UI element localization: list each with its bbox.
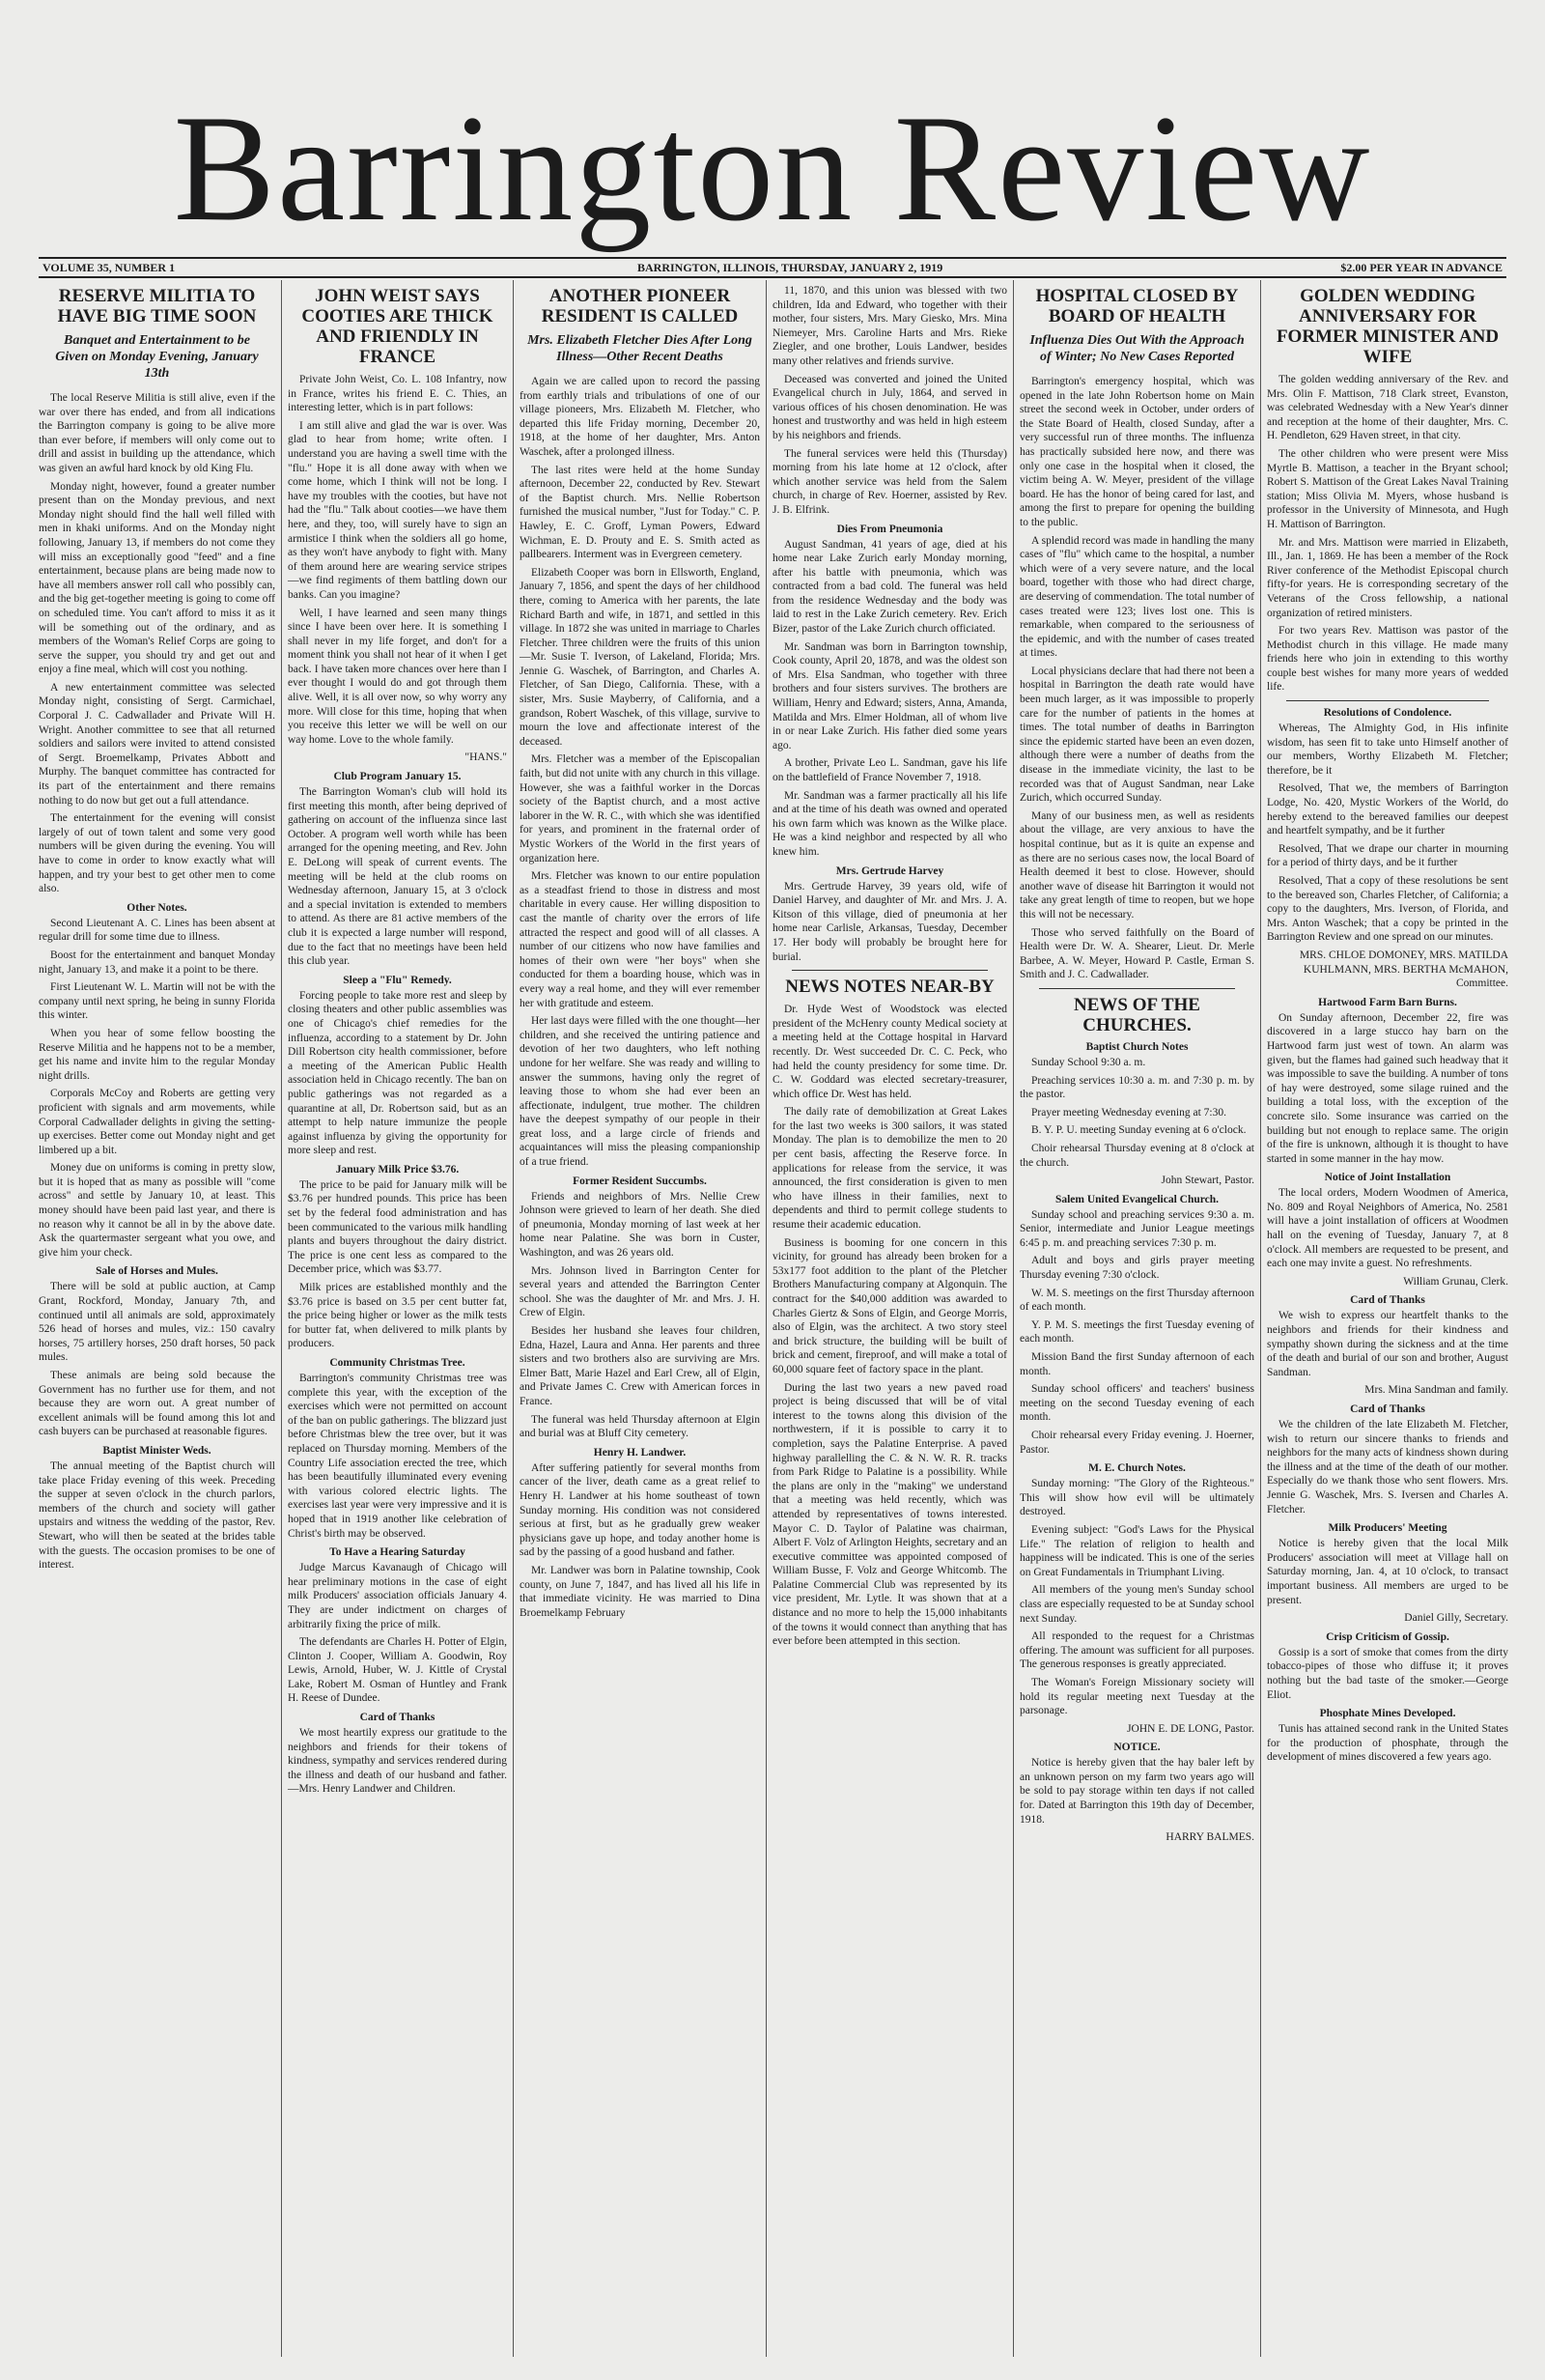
column-rule [792,970,988,971]
article-paragraph: HARRY BALMES. [1166,1831,1254,1844]
article-paragraph: A splendid record was made in handling the many cases of "flu" which came to the hospital, a number which were of a very severe nature, and the local board, together with those who had direct charge, are deserving of commendation. The total number of cases treated were 123; lives lost one. This is remarkable, when compared to the seriousness of the epidemic, and with the number of cases treated at times. [1020,534,1254,660]
section-heading: Sleep a "Flu" Remedy. [343,974,452,986]
section-heading: NOTICE. [1113,1742,1161,1754]
article-paragraph: Y. P. M. S. meetings the first Tuesday evening of each month. [1020,1318,1254,1346]
article-paragraph: Barrington's community Christmas tree was complete this year, with the exception of the exercises which were not permitted on account of the ban on public gatherings. The blizzard just before Christmas blew the tree over, but it was replaced on Thursday morning. Members of the Country Life association erected the tree, which has been beautifully illuminated every evening with various colored electric lights. The exercises last year were very impressive and it is hoped that in 1919 another like celebration of Christ's birth may be observed. [288,1373,507,1540]
article-paragraph: Local physicians declare that had there not been a hospital in Barrington the death rate would have been much larger, as it was impossible to properly care for the number of patients in the homes at times. The total number of deaths in Barrington since the epidemic started have been an even dozen, although there were a number of deaths from the disease in the immediate vicinity, the last to be recorded was that of August Sandman, near Lake Zurich, which occurred Sunday. [1020,665,1254,805]
article-paragraph: Mr. Sandman was a farmer practically all his life and at the time of his death was owned and operated his own farm which was known as the Wilke place. He was a kind neighbor and respected by all who knew him. [772,789,1007,858]
article-paragraph: William Grunau, Clerk. [1403,1275,1508,1288]
article-paragraph: Preaching services 10:30 a. m. and 7:30 p. m. by the pastor. [1020,1074,1254,1101]
article-paragraph: The daily rate of demobilization at Great Lakes for the last two weeks is 300 sailors, it was stated Monday. The plan is to demobilize the men to 20 per cent basis, affecting the Reserve force. In applications for release from the service, it was announced, the first consideration is given to men who have illness in their families, next to dependents and third to permit college students to resume their academic education. [772,1106,1007,1232]
article-paragraph: Daniel Gilly, Secretary. [1404,1612,1508,1625]
article-paragraph: Milk prices are established monthly and the $3.76 price is based on 3.5 per cent butter fat, the price being higher or lower as the milk tests for butter fat, when delivered to milk plants by producers. [288,1282,507,1350]
section-heading: Card of Thanks [1350,1403,1425,1415]
article-paragraph: Forcing people to take more rest and sleep by closing theaters and other public assemblies was one of Chicago's chief remedies for the influenza, according to a statement by Dr. John Dill Robertson city health commissioner, before a meeting of the American Public Health association held in Chicago recently. The ban on public gatherings was not regarded as a quarantine at all, Dr. Robertson said, but as an attempt to help nature immunize the people against influenza by giving the opportunity for more sleep and rest. [288,989,507,1157]
article-paragraph: A brother, Private Leo L. Sandman, gave his life on the battlefield of France November 7, 1918. [772,757,1007,783]
column-rule [1039,988,1235,989]
article-paragraph: For two years Rev. Mattison was pastor of the Methodist church in this village. He made many friends here who join in extending to this worthy couple best wishes for many more years of wedded life. [1267,625,1508,694]
article-paragraph: Sunday school and preaching services 9:30 a. m. Senior, intermediate and Junior League meetings 6:45 p. m. and preaching services 7:30 p. m. [1020,1208,1254,1249]
article-paragraph: Dr. Hyde West of Woodstock was elected president of the McHenry county Medical society at a meeting held at the Cottage hospital in Harvard recently. Dr. West succeeded Dr. C. C. Peck, who had held the county presidency for some time. Dr. C. W. Goddard was elected secretary-treasurer, which office Dr. West has held. [772,1004,1007,1100]
article-paragraph: Sunday morning: "The Glory of the Righteous." This will show how evil will be ultimately destroyed. [1020,1478,1254,1518]
article-paragraph: The Barrington Woman's club will hold its first meeting this month, after being deprived of gathering on account of the influenza since last October. A program well worth while has been arranged for the opening meeting, and Rev. John E. DeLong will speak of current events. The meeting will be held at the club rooms on Wednesday afternoon, January 15, at 3 o'clock and a special invitation is extended to members to attend. As there are 81 active members of the club it is expected a large number will respond, due to the fact that no meetings have been held this club year. [288,786,507,968]
article-paragraph: Mr. Sandman was born in Barrington township, Cook county, April 20, 1878, and was the oldest son of Mrs. Elsa Sandman, who together with three brothers and four sisters survives. The brothers are William, Henry and Edward; sisters, Anna, Amanda, Matilda and Mrs. Elmer Holdman, all of whom live in or near Lake Zurich. His father died some years ago. [772,640,1007,751]
subheadline: Influenza Dies Out With the Approach of Winter; No New Cases Reported [1029,333,1245,364]
column-4 [767,280,1014,2357]
article-paragraph: Mission Band the first Sunday afternoon of each month. [1020,1351,1254,1377]
article-paragraph: Mrs. Johnson lived in Barrington Center for several years and attended the Barrington Center school. She was the daughter of Mr. and Mrs. J. H. Crew of Elgin. [520,1264,760,1319]
article-paragraph: JOHN E. DE LONG, Pastor. [1127,1722,1254,1735]
article-paragraph: Adult and boys and girls prayer meeting Thursday evening 7:30 o'clock. [1020,1255,1254,1282]
article-paragraph: A new entertainment committee was selected Monday night, consisting of Sergt. Carmichael, Corporal J. C. Cadwallader and Private Will H. Wright. Another committee to see that all returned soldiers and sailors were invited to attend consisted of Sergt. Broemelkamp, Privates Abbott and Murphy. The banquet committee has contracted for its part of the entertainment and there remains nothing to do now but get out a full attendance. [39,681,275,807]
article-paragraph: Besides her husband she leaves four children, Edna, Hazel, Laura and Anna. Her parents and three sisters and two brothers also are surviving are Mrs. Elmer Batt, Marie Hazel and Earl Crew, all of Elgin, and Private James C. Crew with American forces in France. [520,1325,760,1407]
section-heading: Mrs. Gertrude Harvey [835,864,944,877]
article-paragraph: Elizabeth Cooper was born in Ellsworth, England, January 7, 1856, and spent the days of her childhood there, coming to America with her parents, the late Richard Barth and wife, in 1871, and settled in this village. In 1872 she was united in marriage to Charles Fletcher. Three children were the fruits of this union—Mr. Susie T. Iverson, of Lakeland, Florida; Mrs. Jennie G. Waschek, of Barrington, and Charles A. Fletcher, of San Diego, California. These, with a sister, Mrs. Susie Mayberry, of California, and a grandson, Robert Waschek, of this village, survive to mourn the love and affectionate interest of the deceased. [520,566,760,748]
column-rule [1286,700,1489,701]
article-paragraph: The Woman's Foreign Missionary society will hold its regular meeting next Tuesday at the parsonage. [1020,1676,1254,1717]
headline: RESERVE MILITIA TO HAVE BIG TIME SOON [57,286,257,326]
article-paragraph: The funeral was held Thursday afternoon at Elgin and burial was at Bluff City cemetery. [520,1413,760,1440]
article-paragraph: We wish to express our heartfelt thanks to the neighbors and friends for their kindness and sympathy shown during the sickness and at the time of the death and burial of our son and brother, August Sandman. [1267,1310,1508,1378]
section-heading: Henry H. Landwer. [593,1446,687,1459]
article-paragraph: The annual meeting of the Baptist church will take place Friday evening of this week. Preceding the supper at seven o'clock in the church parlors, members of the church and society will gather upstairs and witness the wedding of the pastor, Rev. Stewart, who will then be seated at the brides table with the guests. The occasion promises to be one of interest. [39,1459,275,1572]
section-heading: Other Notes. [126,901,187,914]
article-paragraph: The local orders, Modern Woodmen of America, No. 809 and Royal Neighbors of America, No. 2581 will have a joint installation of officers at Woodmen hall on the evening of Tuesday, January 7, at 8 o'clock. All members are requested to be present, and each one may invite a guest. No refreshments. [1267,1187,1508,1270]
article-paragraph: Mrs. Mina Sandman and family. [1364,1384,1508,1397]
article-paragraph: Friends and neighbors of Mrs. Nellie Crew Johnson were grieved to learn of her death. She died of pneumonia, Monday morning of last week at her home near Palatine. She was born in Custer, Washington, and was 26 years old. [520,1190,760,1260]
section-heading: Card of Thanks [359,1712,435,1724]
article-paragraph: MRS. CHLOE DOMONEY, MRS. MATILDA KUHLMANN, MRS. BERTHA McMAHON, Committee. [1299,949,1508,990]
headline: JOHN WEIST SAYS COOTIES ARE THICK AND FRIENDLY IN FRANCE [301,286,493,367]
article-paragraph: Tunis has attained second rank in the United States for the production of phosphate, through the development of mines discovered a few years ago. [1267,1723,1508,1764]
article-paragraph: The last rites were held at the home Sunday afternoon, December 22, conducted by Rev. Stewart of the Baptist church. Mrs. Nellie Robertson furnished the musical number, "Just for Today." C. P. Hawley, E. C. Groff, Lyman Powers, Edward Wichman, E. D. Prouty and E. S. Smith acted as pallbearers. Interment was in Evergreen cemetery. [520,464,760,561]
article-paragraph: Deceased was converted and joined the United Evangelical church in July, 1864, and served in various offices of his chosen denomination. He was honest and trustworthy and was held in high esteem by his neighbors and friends. [772,373,1007,441]
section-heading: Milk Producers' Meeting [1328,1522,1447,1535]
article-paragraph: B. Y. P. U. meeting Sunday evening at 6 o'clock. [1031,1124,1247,1137]
section-heading: Community Christmas Tree. [329,1357,465,1369]
article-paragraph: Gossip is a sort of smoke that comes from the dirty tobacco-pipes of those who diffuse it; it proves nothing but the bad taste of the smoker.—George Eliot. [1267,1646,1508,1701]
article-paragraph: During the last two years a new paved road project is being discussed that will be of vital interest to the towns along this division of the northwestern, if it is possible to carry it to completion, says the Palatine Enterprise. A paved highway parallelling the C. & N. W. R. R. tracks from Park Ridge to Palatine is a possibility. While the plans are only in the "making" we understand that a meeting was held recently, which was attended by representatives of towns interested. Mayor C. D. Taylor of Palatine was chairman, Albert F. Volz of Arlington Heights, secretary and an executive committee was appointed composed of William Busse, F. Volz and George Whitcomb. The Palatine Commercial Club was represented by its vice president, Mr. Lytle. It was shown that at a distance and no more to help the 15,000 inhabitants of the towns it would connect than anything that has ever before been attempted in this section. [772,1381,1007,1648]
article-paragraph: The defendants are Charles H. Potter of Elgin, Clinton J. Cooper, William A. Goodwin, Roy Lewis, Arnold, Huber, W. J. Kittle of Crystal Lake, Robert M. Osman of Huntley and Frank H. Reese of Dundee. [288,1636,507,1705]
article-paragraph: Notice is hereby given that the hay baler left by an unknown person on my farm two years ago will be sold to pay storage within ten days if not called for. Dated at Barrington this 19th day of December, 1918. [1020,1757,1254,1826]
article-paragraph: Mrs. Gertrude Harvey, 39 years old, wife of Daniel Harvey, and daughter of Mr. and Mrs. J. A. Kitson of this village, died of pneumonia at her home near Carlisle, Arkansas, Tuesday, December 17. Her body will probably be brought here for burial. [772,880,1007,963]
dateline-bar [39,257,1506,278]
column-6 [1261,280,1514,2357]
article-paragraph: I am still alive and glad the war is over. Was glad to hear from home; write often. I understand you are having a swell time with the "flu." Hope it is all done away with when we come home, which I think will not be long. I have my troubles with the cooties, but have not had the "flu." Talk about cooties—we have them here, and they, too, will surely have to sign an armistice I think when the soldiers all go home, as they won't have anybody to fight with. Many of them around here are wearing service stripes—we find regiments of them battling down our banks. Can you imagine? [288,419,507,601]
article-paragraph: When you hear of some fellow boosting the Reserve Militia and he happens not to be a member, get his name and invite him to the regular Monday night drills. [39,1027,275,1082]
headline: NEWS NOTES NEAR-BY [785,977,995,998]
headline: GOLDEN WEDDING ANNIVERSARY FOR FORMER MINISTER AND WIFE [1276,286,1500,367]
article-paragraph: Prayer meeting Wednesday evening at 7:30. [1031,1106,1226,1119]
section-heading: Club Program January 15. [333,771,462,783]
article-paragraph: Notice is hereby given that the local Milk Producers' association will meet at Village hall on Saturday morning, Jan. 4, at 10 o'clock, to transact important business. All members are urged to be present. [1267,1538,1508,1606]
article-paragraph: 11, 1870, and this union was blessed with two children, Ida and Edward, who together with their mother, four sisters, Mrs. Mary Giesko, Mrs. Mina Niemeyer, Mrs. Caroline Harts and Mrs. Rieke Ziegler, and one brother, Louis Landwer, besides many other relatives and friends survive. [772,285,1007,367]
article-paragraph: First Lieutenant W. L. Martin will not be with the company until next spring, he being in sunny Florida this winter. [39,981,275,1022]
section-heading: Resolutions of Condolence. [1323,707,1452,720]
article-paragraph: The golden wedding anniversary of the Rev. and Mrs. Olin F. Mattison, 718 Clark street, Evanston, was celebrated Wednesday with a New Year's dinner and reception at the home of their daughter, Mrs. C. H. Pendleton, 629 Haven street, in that city. [1267,374,1508,442]
column-2 [282,280,514,2357]
article-paragraph: The price to be paid for January milk will be $3.76 per hundred pounds. This price has been set by the federal food administration and has been communicated to the various milk handling plants and buyers throughout the dairy district. The price is one cent less as compared to the December price, which was $3.77. [288,1178,507,1276]
article-paragraph: Judge Marcus Kavanaugh of Chicago will hear preliminary motions in the case of eight milk Producers' association officials January 4. They are under indictment on charges of arbitrarily fixing the price of milk. [288,1562,507,1630]
headline: ANOTHER PIONEER RESIDENT IS CALLED [541,286,739,326]
article-paragraph: Whereas, The Almighty God, in His infinite wisdom, has seen fit to take unto Himself another of our members, Worthy Elizabeth M. Fletcher; therefore, be it [1267,722,1508,777]
article-paragraph: Well, I have learned and seen many things since I have been over here. It is something I shall never in my life forget, and don't for a moment think you shall not hear of it when I get back. I have taken more chances over here than I ever thought I would do and got through them alive. Well, it is all over now, so why worry any more. Will close for this time, hoping that when you receive this letter we will be well on our way home. Love to the whole family. [288,607,507,746]
article-paragraph: Boost for the entertainment and banquet Monday night, January 13, and make it a point to be there. [39,949,275,976]
column-1 [33,280,282,2357]
column-5 [1014,280,1261,2357]
article-paragraph: The other children who were present were Miss Myrtle B. Mattison, a teacher in the Bryant school; Robert S. Mattison of the Great Lakes Naval Training station; Miss Olivia M. Myers, whose husband is professor in the University of Minnesota, and Hugh H. Mattison of Barrington. [1267,447,1508,530]
subheadline: Mrs. Elizabeth Fletcher Dies After Long Illness—Other Recent Deaths [527,333,752,364]
article-paragraph: Second Lieutenant A. C. Lines has been absent at regular drill for some time due to illness. [39,917,275,944]
article-paragraph: Her last days were filled with the one thought—her children, and she received the untiring patience and devotion of her two daughters, who left nothing undone for her welfare. She was ready and willing to answer the summons, having only the regret of leaving those to whom she had ever been an affectionate, indulgent, true mother. The children have the deepest sympathy of our people in their great loss, and a large circle of friends and acquaintances will miss the pleasing companionship of a true friend. [520,1015,760,1169]
article-paragraph: We most heartily express our gratitude to the neighbors and friends for their tokens of kindness, sympathy and services rendered during the illness and death of our husband and father.—Mrs. Henry Landwer and Children. [288,1727,507,1796]
article-paragraph: After suffering patiently for several months from cancer of the liver, death came as a great relief to Henry H. Landwer at his home southeast of town Sunday morning. His condition was not considered serious at first, but as he gradually grew weaker physicians gave up hope, and today another home is sad by the passing of a good husband and father. [520,1461,760,1559]
article-paragraph: Corporals McCoy and Roberts are getting very proficient with signals and arm movements, while Corporal Cadwallader delights in giving the setting-up exercises. Better come out Monday night and get limbered up a bit. [39,1088,275,1156]
headline: NEWS OF THE CHURCHES. [1074,994,1200,1035]
article-paragraph: Mr. Landwer was born in Palatine township, Cook county, on June 7, 1847, and has lived all his life in that immediate vicinity. He was married to Dina Broemelkamp February [520,1564,760,1619]
article-paragraph: Business is booming for one concern in this vicinity, for ground has already been broken for a 53x177 foot addition to the plant of the Pletcher Brothers Manufacturing company at Algonquin. The contract for the $40,000 addition was awarded to Charles Giertz & Sons of Elgin, and George Morris, also of Elgin, was the architect. A two story steel and brick structure, the building will be built of brick and cement, fireproof, and will make a total of 60,000 square feet of factory space in the plant. [772,1236,1007,1375]
article-paragraph: There will be sold at public auction, at Camp Grant, Rockford, Monday, January 7th, and continued until all animals are sold, approximately 526 head of horses and mules, viz.: 150 cavalry horses, 75 artillery horses, 250 draft horses, 50 pack mules. [39,1281,275,1364]
article-paragraph: Money due on uniforms is coming in pretty slow, but it is hoped that as many as possible will "come across" and settle by January 10, at least. This money should have been paid last year, and there is no reason why it cannot be all in by the above date. Ask the quartermaster sergeant what you owe, and give him your check. [39,1162,275,1259]
article-paragraph: The local Reserve Militia is still alive, even if the war over there has ended, and from all indications the Barrington company is going to be alive more than ever before, if members will only come out to drill and assist in building up the attendance, which was given an awful hard knock by old King Flu. [39,392,275,474]
section-heading: Baptist Minister Weds. [102,1444,211,1457]
volume-number: VOLUME 35, NUMBER 1 [42,261,176,274]
article-paragraph: John Stewart, Pastor. [1161,1175,1254,1187]
article-paragraph: Resolved, That a copy of these resolutions be sent to the bereaved son, Charles Fletcher, of California; a copy to the daughters, Mrs. Iverson, of Florida, and Mrs. Anton Waschek; that a copy be printed in the Barrington Review and one spread on our minutes. [1267,875,1508,944]
article-paragraph: Private John Weist, Co. L. 108 Infantry, now in France, writes his friend E. C. Thies, an interesting letter, which is in part follows: [288,374,507,414]
article-paragraph: "HANS." [464,751,507,764]
section-heading: Dies From Pneumonia [836,523,943,535]
article-paragraph: Many of our business men, as well as residents about the village, are very anxious to have the hospital continue, but as it is quite an expense and as there are no serious cases now, the local Board of Health deemed it best to close. However, should another wave of disease hit Barrington it would not take any great length of time to reopen, but we hope this will not be necessary. [1020,809,1254,921]
article-paragraph: The entertainment for the evening will consist largely of out of town talent and some very good numbers will be given during the evening. You will have to come in order to know exactly what will happen, and try your best to get other men to come also. [39,812,275,895]
section-heading: Phosphate Mines Developed. [1319,1708,1456,1720]
article-paragraph: Choir rehearsal Thursday evening at 8 o'clock at the church. [1020,1142,1254,1169]
section-heading: To Have a Hearing Saturday [329,1546,465,1559]
article-paragraph: Evening subject: "God's Laws for the Physical Life." The relation of religion to health and happiness will be indicated. This is one of the series on Great Fundamentals in Triumphant Living. [1020,1523,1254,1578]
headline: HOSPITAL CLOSED BY BOARD OF HEALTH [1035,286,1239,326]
masthead-title: Barrington Review [173,84,1372,253]
article-paragraph: Choir rehearsal every Friday evening. J. Hoerner, Pastor. [1020,1430,1254,1456]
section-heading: January Milk Price $3.76. [335,1163,460,1176]
article-paragraph: All members of the young men's Sunday school class are especially requested to be at Sunday school next Sunday. [1020,1584,1254,1625]
article-paragraph: Resolved, That we drape our charter in mourning for a period of thirty days, and be it further [1267,842,1508,869]
section-heading: Sale of Horses and Mules. [96,1265,218,1278]
section-heading: Hartwood Farm Barn Burns. [1318,996,1457,1008]
section-heading: Baptist Church Notes [1085,1040,1189,1053]
column-3 [514,280,767,2357]
section-heading: Crisp Criticism of Gossip. [1326,1630,1449,1643]
article-paragraph: Sunday school officers' and teachers' business meeting on the second Tuesday evening of each month. [1020,1383,1254,1424]
article-paragraph: Those who served faithfully on the Board of Health were Dr. W. A. Shearer, Lieut. Dr. Merle Barbee, A. W. Meyer, Howard P. Castle, Erman S. Smith and J. C. Cadwallader. [1020,926,1254,981]
article-paragraph: All responded to the request for a Christmas offering. The amount was sufficient for all purposes. The generous responses is greatly appreciated. [1020,1630,1254,1671]
place-date: BARRINGTON, ILLINOIS, THURSDAY, JANUARY 2, 1919 [637,261,943,274]
article-paragraph: Sunday School 9:30 a. m. [1031,1056,1146,1068]
article-paragraph: Mr. and Mrs. Mattison were married in Elizabeth, Ill., Jan. 1, 1869. He has been a member of the Rock River conference of the Methodist Episcopal church fifty-for years. He is corresponding secretary of the Veterans of the Cross fellowship, a national organization of retired ministers. [1267,536,1508,619]
section-heading: Former Resident Succumbs. [573,1175,707,1187]
article-paragraph: These animals are being sold because the Government has no further use for them, and not because they are worn out. A great number of excellent animals will be found among this lot and cash buyers can be purchased at reasonable figures. [39,1370,275,1438]
article-paragraph: August Sandman, 41 years of age, died at his home near Lake Zurich early Monday morning, after his battle with pneumonia, which was contracted from a bad cold. The funeral was held from the residence Wednesday and the body was laid to rest in the Lake Zurich cemetery. Rev. Erich Bizer, pastor of the Lake Zurich church officiated. [772,538,1007,636]
subscription-price: $2.00 PER YEAR IN ADVANCE [1340,261,1503,274]
section-heading: Card of Thanks [1350,1294,1425,1307]
article-paragraph: W. M. S. meetings on the first Thursday afternoon of each month. [1020,1287,1254,1314]
article-paragraph: The funeral services were held this (Thursday) morning from his late home at 12 o'clock, after which another service was held from the Salem church, in charge of Rev. Hoerner, assisted by Rev. J. B. Elfrink. [772,447,1007,516]
article-paragraph: Barrington's emergency hospital, which was opened in the late John Robertson home on Main street the second week in October, under orders of the State Board of Health, closed Sunday, after a very successful run of three months. The influenza has practically subsided here now, and there was only one case in the hospital when it closed, the victim being A. W. Meyer, president of the village board. He has the honor of being cared for last, and among the first to prepare for opening the building to the public. [1020,376,1254,528]
section-heading: Notice of Joint Installation [1324,1172,1451,1184]
article-paragraph: Mrs. Fletcher was a member of the Episcopalian faith, but did not unite with any church in this village. However, she was a faithful worker in the Dorcas society of the Baptist church, and a most active laborer in the W. R. C., with which she was identified for years, and prominent in the fraternal order of Mystic Workers of the World in the first years of organization here. [520,753,760,864]
section-heading: M. E. Church Notes. [1088,1462,1186,1475]
article-paragraph: Monday night, however, found a greater number present than on the Monday previous, and next Monday night should find the hall well filled with men in khaki uniforms. And on the Monday night following, January 13, if members do not come they will miss an exceptionally good "feed" and a fine entertainment, because plans are being made now to have all members answer roll call who possibly can, and the big get-together meeting is going to come off on scheduled time. You can't afford to miss it as it will be something out of the ordinary, and as members of the Woman's Relief Corps are going to serve the supper, you should try and get out and enjoy a fine meal, which will cost you nothing. [39,480,275,676]
subheadline: Banquet and Entertainment to be Given on Monday Evening, January 13th [55,333,259,381]
article-paragraph: On Sunday afternoon, December 22, fire was discovered in a large stucco hay barn on the Hartwood farm just west of town. An alarm was given, but the flames had gained such headway that it was impossible to save the building. A number of tons of hay were destroyed, some silage ruined and the building a total loss, with the exception of the concrete silo. Some insurance was carried on the building but not enough to replace same. The origin of the fire is unknown, although it is thought to have started in some manner in the hay mow. [1267,1011,1508,1165]
article-paragraph: Resolved, That we, the members of Barrington Lodge, No. 420, Mystic Workers of the World, do hereby extend to the bereaved families our deepest and heartfelt sympathy, and be it further [1267,782,1508,837]
article-paragraph: We the children of the late Elizabeth M. Fletcher, wish to return our sincere thanks to friends and neighbors for the many acts of kindness shown during the illness and at the time of the death of our mother. Especially do we thank those who sent flowers. Mrs. Jennie G. Waschek, Mrs. S. Iversen and Charles A. Fletcher. [1267,1419,1508,1516]
article-paragraph: Again we are called upon to record the passing from earthly trials and tribulations of one of our village pioneers, Mrs. Elizabeth M. Fletcher, who departed this life Friday morning, December 20, 1918, at the home of her daughter, Mrs. Anton Waschek, after a prolonged illness. [520,376,760,458]
section-heading: Salem United Evangelical Church. [1054,1193,1220,1205]
article-paragraph: Mrs. Fletcher was known to our entire population as a steadfast friend to those in distress and most charitable in every cause. Her willing disposition to cast the mantle of charity over the errors of life attracted the respect and good will of all classes. A number of our citizens who now have families and homes of their own were "her boys" when she conducted for them a boarding house, which was in every way a real home, and they will ever remember her with gratitude and esteem. [520,870,760,1009]
